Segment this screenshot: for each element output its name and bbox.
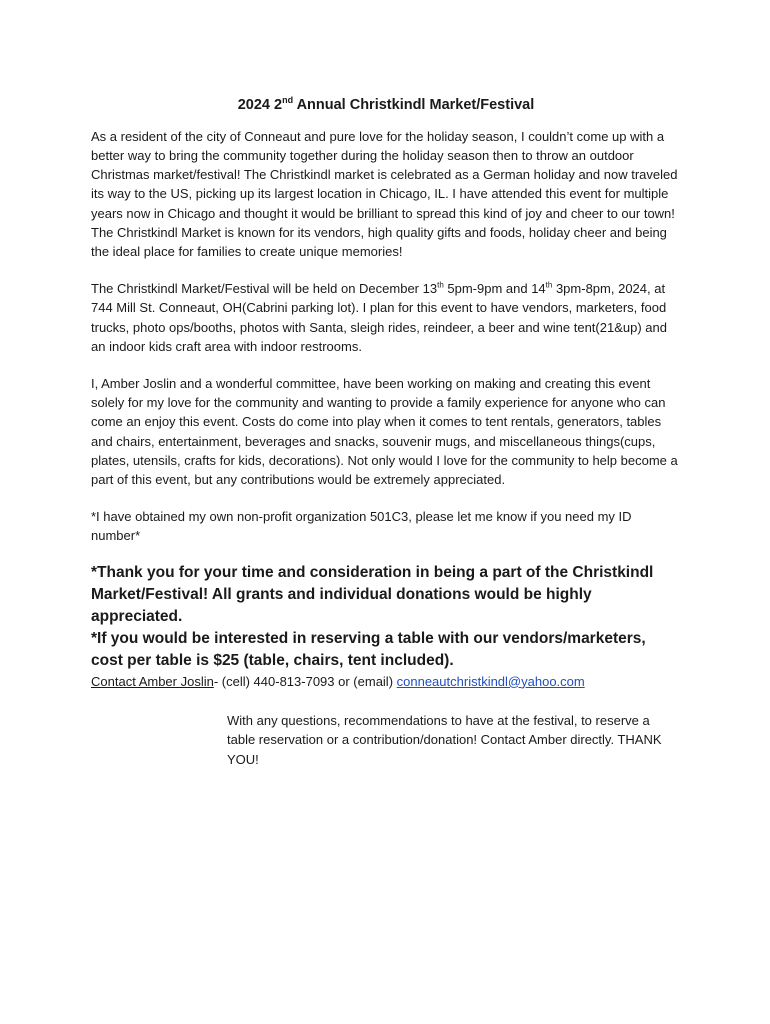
contact-details: - (cell) 440-813-7093 or (email) — [213, 673, 397, 689]
thank-you-statement: *Thank you for your time and consideration in being a part of the Christkindl Market/Festival! All grants and individual donations would be highly appreciated. — [91, 563, 654, 625]
event-details-part-b: 5pm-9pm and 14 — [443, 281, 546, 297]
email-link[interactable]: conneautchristkindl@yahoo.com — [396, 673, 585, 689]
nonprofit-note: *I have obtained my own non-profit organization 501C3, please let me know if you need my ID number* — [91, 509, 632, 544]
title-superscript: nd — [282, 95, 294, 105]
title-rest: Annual Christkindl Market/Festival — [293, 96, 535, 113]
event-details-part-a: The Christkindl Market/Festival will be held on December 13 — [91, 281, 438, 297]
contact-label: Contact Amber Joslin — [91, 673, 214, 689]
event-details-paragraph — [91, 279, 681, 356]
page-title — [91, 95, 681, 113]
event-date-suffix-2: th — [545, 280, 553, 290]
table-reservation-statement: *If you would be interested in reserving a table with our vendors/marketers, cost per table is $25 (table, chairs, tent included). — [91, 629, 646, 669]
committee-paragraph: I, Amber Joslin and a wonderful committee, have been working on making and creating this event solely for my love for the community and wanting to provide a family experience for anyone who can come an enjoy this event. Costs do come into play when it comes to tent rentals, generators, tables and chairs, entertainment, beverages and snacks, souvenir mugs, and miscellaneous things(cups, plates, utensils, crafts for kids, decorations). Not only would I love for the community to help become a part of this event, but any contributions would be extremely appreciated. — [91, 376, 678, 488]
intro-paragraph: As a resident of the city of Conneaut and pure love for the holiday season, I couldn’t come up with a better way to bring the community together during the holiday season then to throw an outdoor Christmas market/festival! The Christkindl market is celebrated as a German holiday and now traveled its way to the US, picking up its largest location in Chicago, IL. I have attended this event for multiple years now in Chicago and thought it would be brilliant to spread this kind of joy and cheer to our town! The Christkindl Market is known for its vendors, high quality gifts and foods, holiday cheer and being the ideal place for families to create unique memories! — [91, 128, 678, 260]
closing-note: With any questions, recommendations to have at the festival, to reserve a table reservation or a contribution/donation! Contact Amber directly. THANK YOU! — [227, 712, 662, 767]
document-page — [91, 95, 681, 769]
event-date-suffix-1: th — [437, 280, 444, 290]
contact-line — [91, 672, 681, 691]
event-details-part-c: 3pm-8pm, 2024, at 744 Mill St. Conneaut, OH(Cabrini parking lot). I plan for this event to have vendors, marketers, food trucks, photo ops/booths, photos with Santa, sleigh rides, reindeer, a beer and wine tent(21&up) and an indoor kids craft area with indoor restrooms. — [91, 281, 667, 354]
title-year: 2024 2 — [237, 96, 283, 113]
